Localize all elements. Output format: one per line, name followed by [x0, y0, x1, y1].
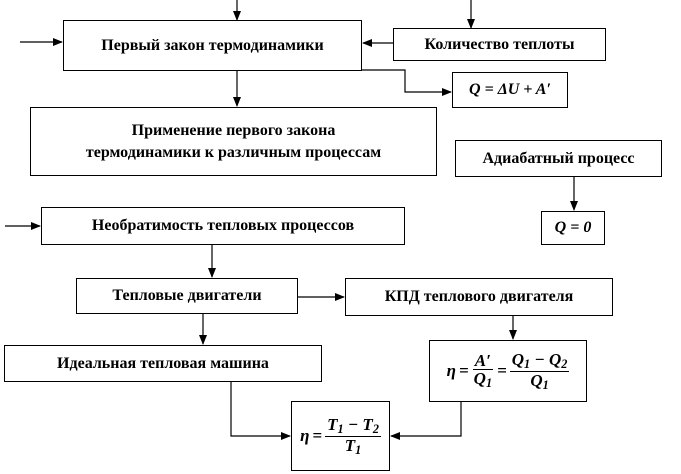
ideal-num-b: T	[362, 414, 373, 434]
efficiency-num-2-a: Q	[511, 349, 525, 369]
application-box	[30, 107, 437, 176]
ideal-eq: =	[312, 426, 323, 445]
efficiency-num-2-a-sub: 1	[524, 356, 531, 371]
arrow-ideal-to-formula	[231, 382, 290, 436]
efficiency-num-1: A′	[474, 350, 491, 370]
efficiency-formula-box	[429, 340, 587, 402]
first-law-label: Первый закон термодинамики	[101, 36, 324, 54]
ideal-engine-label: Идеальная тепловая машина	[57, 354, 269, 372]
ideal-engine-box	[4, 345, 322, 382]
adiabatic-label: Адиабатный процесс	[482, 149, 635, 167]
efficiency-eta: η	[446, 361, 456, 380]
irreversibility-box	[41, 207, 405, 245]
efficiency-fraction-1	[472, 352, 494, 391]
irreversibility-label: Необратимость тепловых процессов	[91, 217, 355, 235]
efficiency-den-2-sub: 1	[542, 377, 549, 392]
efficiency-fraction-2	[510, 351, 570, 392]
efficiency-num-2-minus: −	[530, 349, 549, 369]
heat-amount-box	[393, 28, 606, 61]
efficiency-den-1-sub: 1	[485, 376, 493, 391]
efficiency-den-2: Q	[530, 370, 543, 390]
ideal-num-minus: −	[343, 414, 363, 434]
efficiency-eq-2: =	[497, 361, 507, 380]
first-law-formula: Q = ΔU + A′	[469, 81, 551, 99]
efficiency-num-2-b: Q	[548, 349, 562, 369]
heat-engines-label: Тепловые двигатели	[112, 287, 262, 305]
ideal-formula-box	[291, 401, 390, 471]
ideal-den-sub: 1	[355, 442, 362, 457]
ideal-num-a-sub: 1	[337, 421, 344, 436]
first-law-box	[63, 20, 362, 71]
arrow-efficiency-formula-to-ideal	[391, 402, 461, 436]
adiabatic-formula: Q = 0	[554, 219, 592, 237]
adiabatic-formula-box	[541, 211, 605, 245]
efficiency-num-2-b-sub: 2	[561, 356, 568, 371]
ideal-eta: η	[300, 426, 310, 445]
application-label-line1: Применение первого закона	[131, 121, 336, 139]
efficiency-den-1: Q	[473, 369, 486, 389]
first-law-formula-box	[452, 72, 568, 108]
heat-amount-label: Количество теплоты	[424, 35, 575, 53]
ideal-den: T	[344, 435, 356, 455]
efficiency-eq-1: =	[458, 361, 469, 380]
arrow-first-law-to-formula	[362, 70, 451, 92]
heat-engines-box	[76, 278, 298, 314]
ideal-num-a: T	[327, 414, 338, 434]
adiabatic-box	[455, 140, 662, 177]
ideal-num-b-sub: 2	[372, 421, 379, 436]
engine-efficiency-label: КПД теплового двигателя	[384, 288, 574, 306]
ideal-fraction	[325, 416, 381, 457]
engine-efficiency-box	[345, 278, 613, 316]
application-label-line2: термодинамики к различным процессам	[85, 143, 382, 161]
